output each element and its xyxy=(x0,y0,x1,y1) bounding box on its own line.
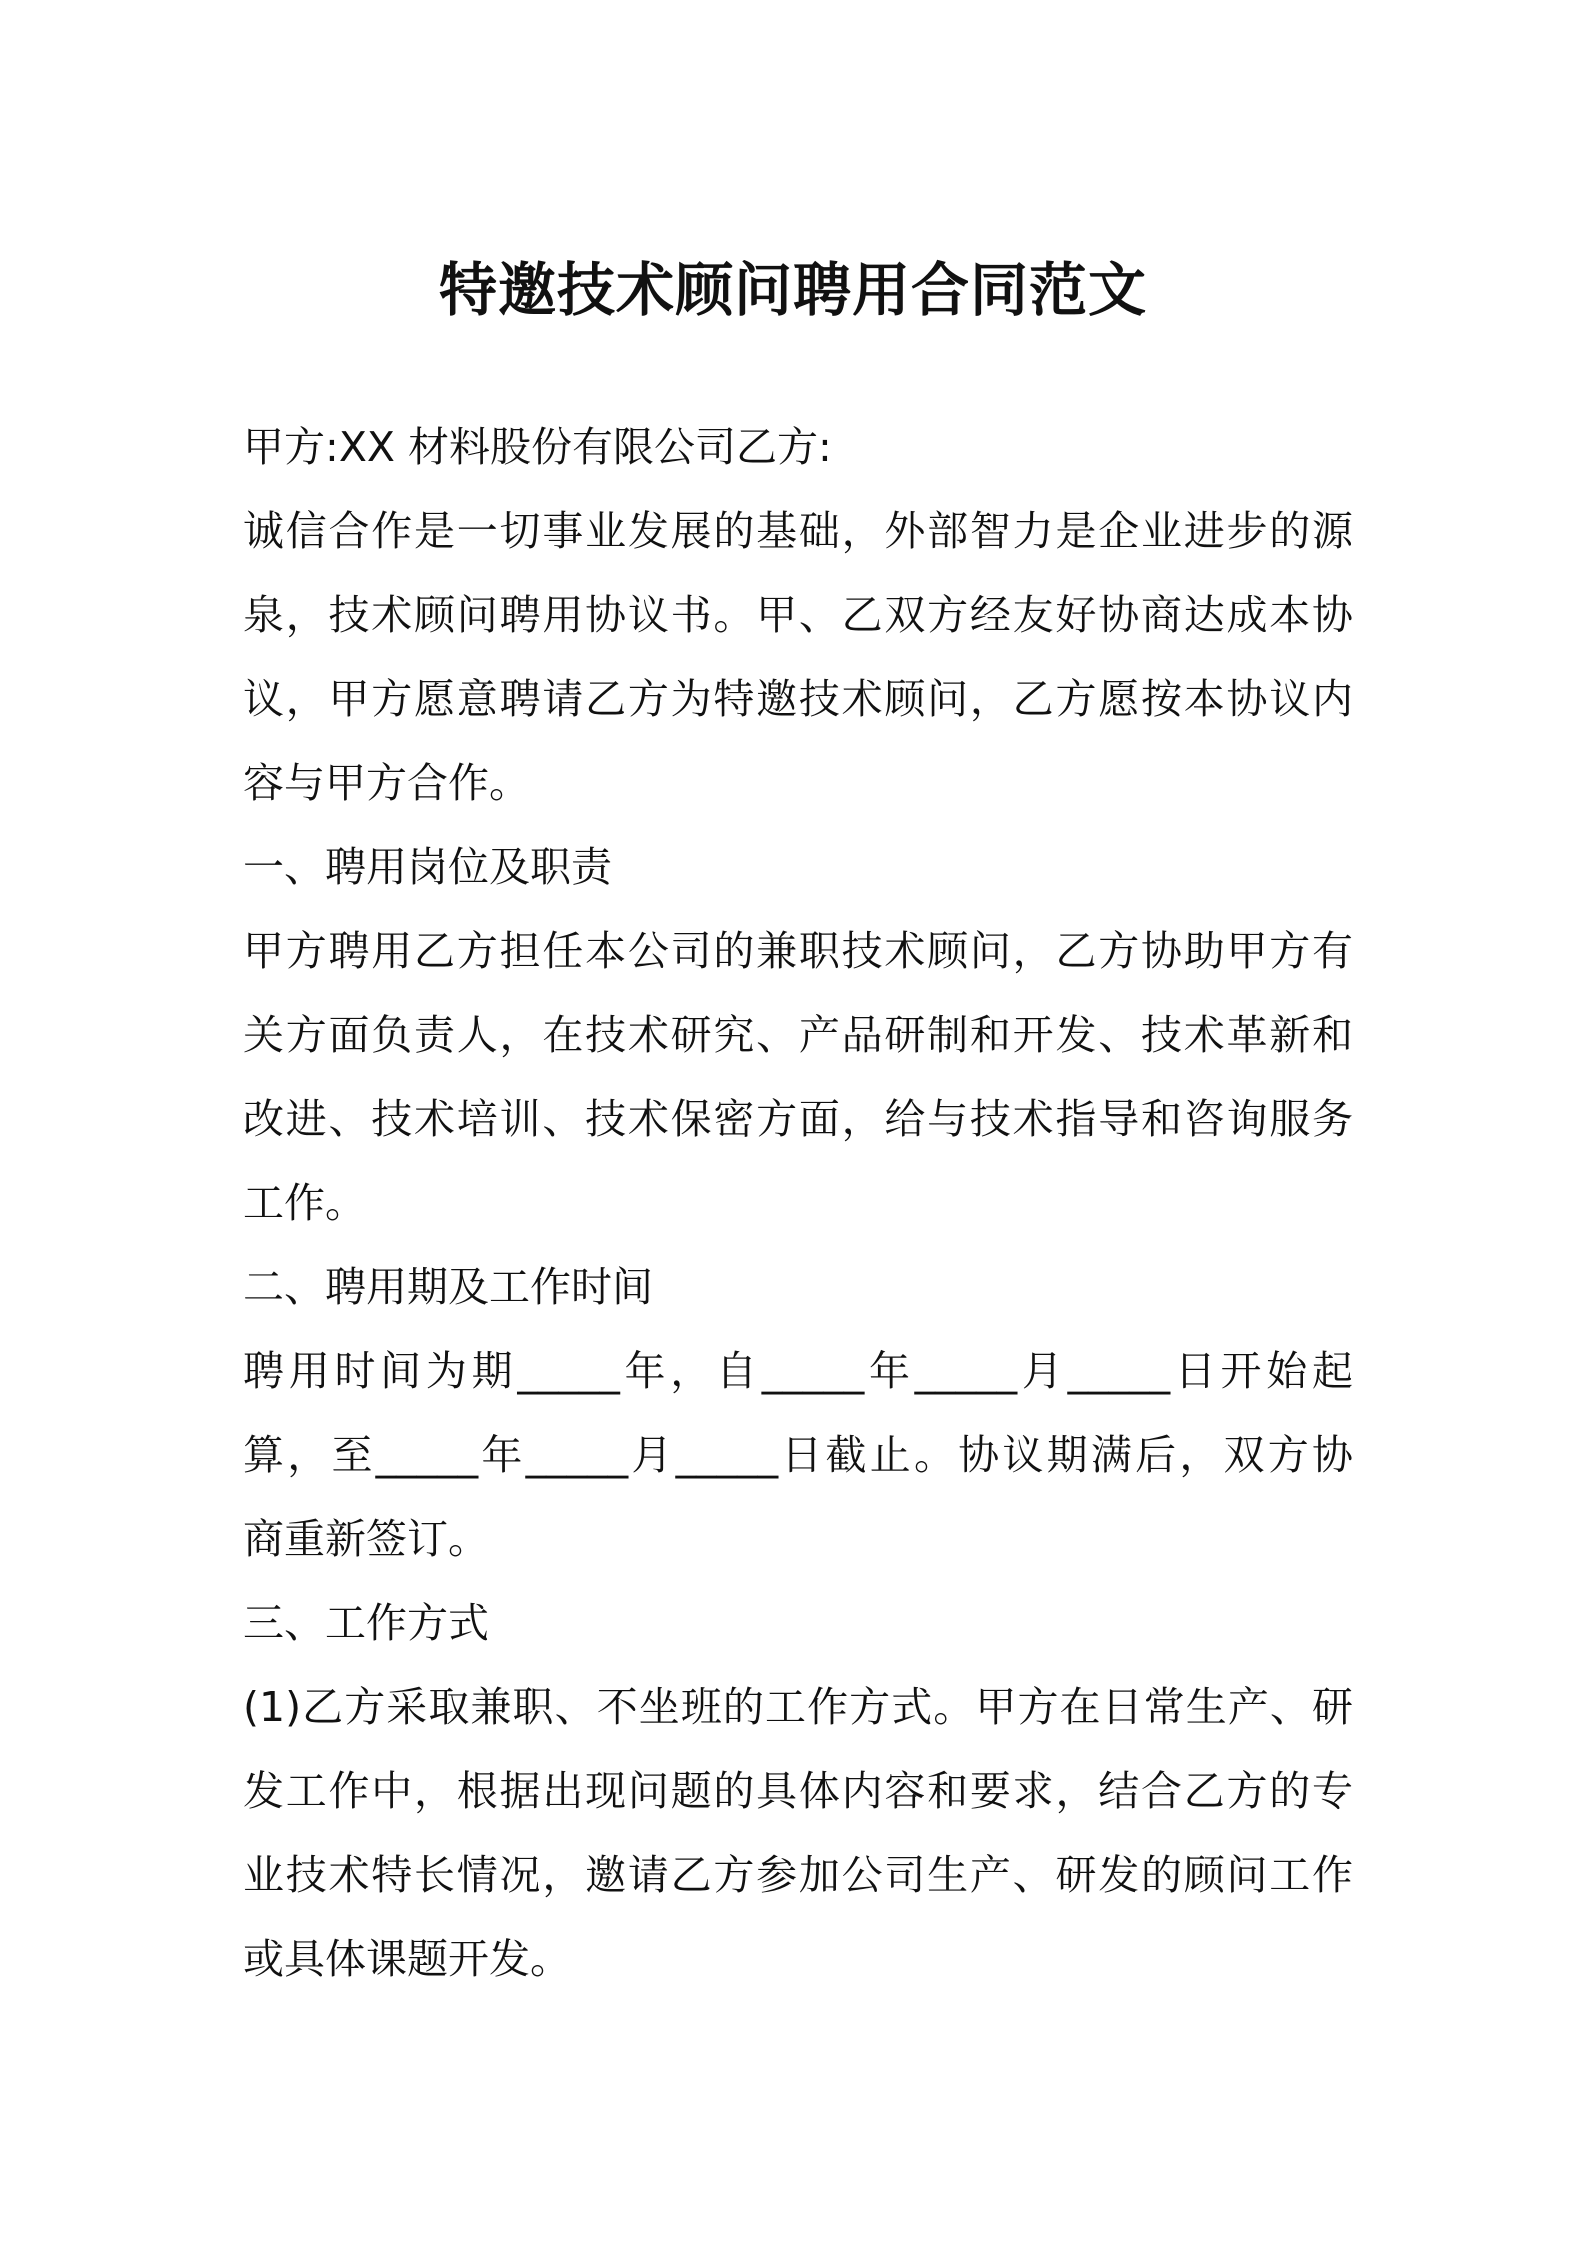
paragraph-line: 商重新签订。 xyxy=(243,1515,489,1563)
section-heading: 三、工作方式 xyxy=(243,1599,489,1647)
paragraph-line: 甲方聘用乙方担任本公司的兼职技术顾问，乙方协助甲方有 xyxy=(243,927,1353,975)
paragraph-line: 议，甲方愿意聘请乙方为特邀技术顾问，乙方愿按本协议内 xyxy=(243,675,1353,723)
paragraph-line: 业技术特长情况，邀请乙方参加公司生产、研发的顾问工作 xyxy=(243,1851,1353,1899)
paragraph-line: 诚信合作是一切事业发展的基础，外部智力是企业进步的源 xyxy=(243,507,1353,555)
paragraph-line: 改进、技术培训、技术保密方面，给与技术指导和咨询服务 xyxy=(243,1095,1353,1143)
section-heading: 一、聘用岗位及职责 xyxy=(243,843,612,891)
paragraph-line: 发工作中，根据出现问题的具体内容和要求，结合乙方的专 xyxy=(243,1767,1353,1815)
party-line: 甲方:XX 材料股份有限公司乙方: xyxy=(243,423,832,471)
paragraph-line: 泉，技术顾问聘用协议书。甲、乙双方经友好协商达成本协 xyxy=(243,591,1353,639)
paragraph-line: 工作。 xyxy=(243,1179,366,1227)
section-heading: 二、聘用期及工作时间 xyxy=(243,1263,653,1311)
document-title: 特邀技术顾问聘用合同范文 xyxy=(438,256,1147,324)
paragraph-line: (1)乙方采取兼职、不坐班的工作方式。甲方在日常生产、研 xyxy=(243,1683,1353,1731)
paragraph-line: 或具体课题开发。 xyxy=(243,1935,571,1983)
paragraph-line: 容与甲方合作。 xyxy=(243,759,530,807)
paragraph-line: 算，至_____年_____月_____日截止。协议期满后，双方协 xyxy=(243,1431,1353,1479)
document-body xyxy=(243,405,1353,2001)
paragraph-line: 聘用时间为期_____年，自_____年_____月_____日开始起 xyxy=(243,1347,1353,1395)
paragraph-line: 关方面负责人，在技术研究、产品研制和开发、技术革新和 xyxy=(243,1011,1353,1059)
